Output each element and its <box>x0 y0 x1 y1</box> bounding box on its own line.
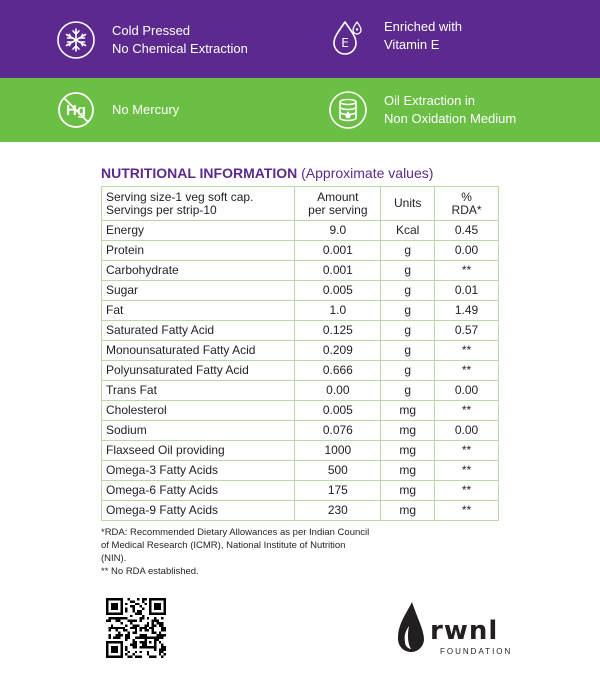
nutrient-unit: g <box>381 321 435 341</box>
nutrient-amount: 1.0 <box>295 301 381 321</box>
footnote-rda: *RDA: Recommended Dietary Allowances as per Indian Council of Medical Research (ICMR), National Institute of Nutrition (NIN). <box>101 527 370 564</box>
nutrient-unit: mg <box>381 481 435 501</box>
nutrient-amount: 9.0 <box>295 221 381 241</box>
table-row <box>102 241 499 261</box>
nutrient-rda: ** <box>435 501 499 521</box>
table-row <box>102 481 499 501</box>
logo-wordmark: rwnl <box>430 616 499 646</box>
table-row <box>102 281 499 301</box>
nutrient-amount: 0.001 <box>295 261 381 281</box>
nutrient-rda: 0.57 <box>435 321 499 341</box>
nutrient-amount: 0.005 <box>295 281 381 301</box>
nutrient-unit: mg <box>381 461 435 481</box>
nutrient-name: Cholesterol <box>102 401 295 421</box>
nutrient-name: Omega-9 Fatty Acids <box>102 501 295 521</box>
nutrient-unit: Kcal <box>381 221 435 241</box>
header-serving-size: Serving size-1 veg soft cap. <box>106 189 254 204</box>
table-row <box>102 321 499 341</box>
nutrient-amount: 0.209 <box>295 341 381 361</box>
nutrient-name: Trans Fat <box>102 381 295 401</box>
nutrient-unit: g <box>381 281 435 301</box>
header-amount-line1: Amount <box>317 189 359 204</box>
feature-line: Oil Extraction in <box>384 93 476 108</box>
nutrition-table <box>101 186 499 521</box>
table-row <box>102 341 499 361</box>
nutrient-rda: 0.00 <box>435 381 499 401</box>
nutrient-amount: 0.076 <box>295 421 381 441</box>
nutrient-rda: 0.45 <box>435 221 499 241</box>
logo-subtitle: FOUNDATION <box>440 647 513 656</box>
nutrient-name: Saturated Fatty Acid <box>102 321 295 341</box>
header-servings-per-strip: Servings per strip-10 <box>106 202 217 217</box>
table-row <box>102 461 499 481</box>
nutrient-rda: ** <box>435 401 499 421</box>
table-row <box>102 421 499 441</box>
feature-cold-pressed <box>56 20 248 60</box>
nutrient-rda: ** <box>435 441 499 461</box>
nutrient-unit: mg <box>381 441 435 461</box>
table-row <box>102 441 499 461</box>
no-mercury-icon <box>56 90 96 130</box>
nutrition-title <box>101 165 433 181</box>
nutrient-name: Flaxseed Oil providing <box>102 441 295 461</box>
header-rda-line1: % <box>461 189 472 204</box>
snowflake-icon <box>56 20 96 60</box>
nutrient-unit: g <box>381 301 435 321</box>
drop-logo-icon <box>396 600 426 658</box>
nutrient-amount: 230 <box>295 501 381 521</box>
header-amount <box>295 187 381 221</box>
feature-line: Vitamin E <box>384 37 440 52</box>
nutrient-unit: mg <box>381 421 435 441</box>
nutrient-unit: g <box>381 361 435 381</box>
nutrient-name: Polyunsaturated Fatty Acid <box>102 361 295 381</box>
feature-oil-extraction <box>328 90 516 130</box>
feature-line: No Chemical Extraction <box>112 41 248 56</box>
header-serving <box>102 187 295 221</box>
table-row <box>102 261 499 281</box>
nutrient-rda: 0.01 <box>435 281 499 301</box>
nutrient-rda: 0.00 <box>435 421 499 441</box>
nutrient-name: Sodium <box>102 421 295 441</box>
nutrition-table-body <box>102 221 499 521</box>
header-amount-line2: per serving <box>308 202 368 217</box>
nutrient-rda: 0.00 <box>435 241 499 261</box>
nutrient-name: Omega-3 Fatty Acids <box>102 461 295 481</box>
rwnl-foundation-logo <box>396 600 516 662</box>
footnote-no-rda: ** No RDA established. <box>101 566 199 577</box>
nutrient-amount: 500 <box>295 461 381 481</box>
nutrient-rda: ** <box>435 461 499 481</box>
nutrient-rda: ** <box>435 481 499 501</box>
nutrient-rda: 1.49 <box>435 301 499 321</box>
nutrient-name: Omega-6 Fatty Acids <box>102 481 295 501</box>
nutrient-unit: g <box>381 341 435 361</box>
nutrient-amount: 0.00 <box>295 381 381 401</box>
feature-line: Enriched with <box>384 19 463 34</box>
nutrient-name: Energy <box>102 221 295 241</box>
feature-line: Cold Pressed <box>112 23 191 38</box>
header-units: Units <box>381 187 435 221</box>
nutrient-rda: ** <box>435 361 499 381</box>
feature-line: No Mercury <box>112 102 180 117</box>
nutrient-rda: ** <box>435 341 499 361</box>
feature-vitamin-e <box>328 16 462 56</box>
nutrient-unit: g <box>381 381 435 401</box>
table-header-row <box>102 187 499 221</box>
table-row <box>102 401 499 421</box>
nutrition-title-bold: NUTRITIONAL INFORMATION <box>101 165 298 181</box>
nutrition-title-note: (Approximate values) <box>297 165 434 181</box>
table-row <box>102 221 499 241</box>
nutrient-name: Protein <box>102 241 295 261</box>
table-row <box>102 501 499 521</box>
nutrient-unit: mg <box>381 401 435 421</box>
nutrient-unit: g <box>381 261 435 281</box>
nutrient-name: Monounsaturated Fatty Acid <box>102 341 295 361</box>
nutrient-unit: g <box>381 241 435 261</box>
oil-barrel-icon <box>328 90 368 130</box>
nutrient-name: Carbohydrate <box>102 261 295 281</box>
feature-no-mercury <box>56 90 179 130</box>
nutrient-name: Sugar <box>102 281 295 301</box>
nutrient-amount: 0.001 <box>295 241 381 261</box>
nutrient-name: Fat <box>102 301 295 321</box>
feature-line: Non Oxidation Medium <box>384 111 517 126</box>
vitamin-e-drop-icon <box>328 16 368 56</box>
nutrient-amount: 0.125 <box>295 321 381 341</box>
svg-text:E: E <box>341 36 349 50</box>
header-rda-line2: RDA* <box>451 202 482 217</box>
nutrient-amount: 0.005 <box>295 401 381 421</box>
table-row <box>102 301 499 321</box>
header-rda <box>435 187 499 221</box>
nutrient-amount: 175 <box>295 481 381 501</box>
nutrient-rda: ** <box>435 261 499 281</box>
table-row <box>102 361 499 381</box>
svg-text:Hg: Hg <box>66 102 86 119</box>
table-row <box>102 381 499 401</box>
nutrient-amount: 0.666 <box>295 361 381 381</box>
footnote <box>101 526 371 578</box>
qr-code[interactable] <box>106 598 166 658</box>
nutrient-unit: mg <box>381 501 435 521</box>
nutrient-amount: 1000 <box>295 441 381 461</box>
